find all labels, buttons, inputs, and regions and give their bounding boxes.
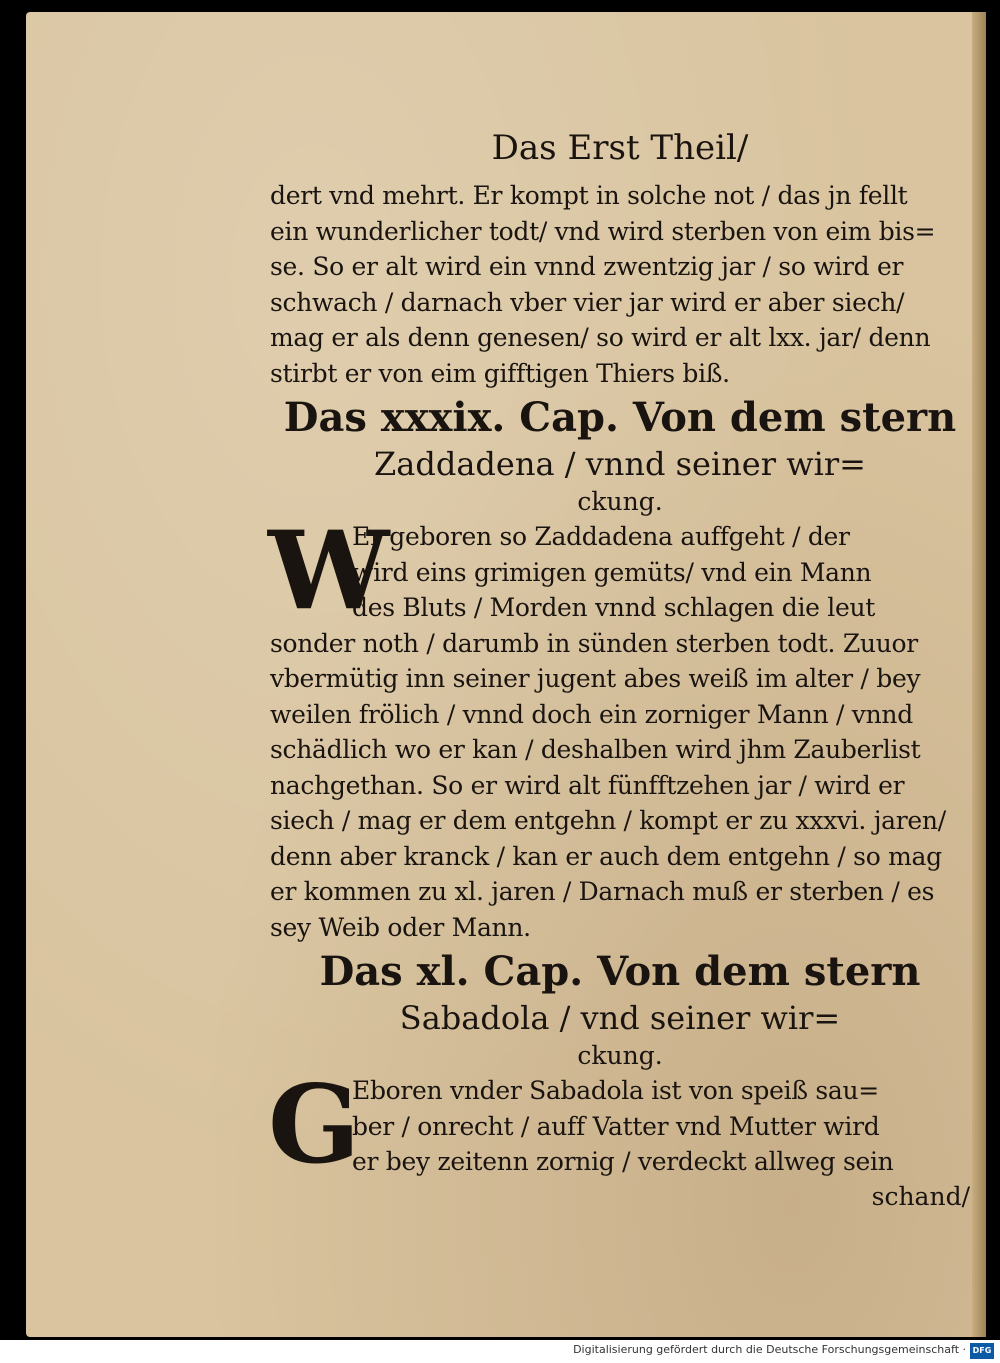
text-line: vbermütig inn seiner jugent abes weiß im alter / bey [270, 664, 921, 693]
decorated-initial: W [268, 508, 390, 634]
text-block [270, 124, 970, 1214]
text-line: nachgethan. So er wird alt fünfftzehen jar / wird er [270, 770, 905, 800]
text-line: Eboren vnder Sabadola ist von speiß sau= [352, 1076, 879, 1105]
text-line: stirbt er von eim gifftigen Thiers biß. [270, 358, 730, 388]
catchword: schand/ [871, 1181, 970, 1211]
chapter-heading: Das xxxix. Cap. Von dem stern [283, 394, 957, 441]
chapter-subheading: Sabadola / vnd seiner wir= [399, 999, 841, 1037]
text-line: schwach / darnach vber vier jar wird er aber siech/ [270, 287, 905, 317]
dfg-logo: DFG [970, 1343, 994, 1359]
text-line: wird eins grimigen gemüts/ vnd ein Mann [352, 557, 872, 587]
decorated-initial: G [268, 1062, 361, 1188]
chapter-heading: Das xl. Cap. Von dem stern [319, 948, 921, 995]
chapter-paragraph [268, 1062, 970, 1214]
intro-paragraph [270, 178, 970, 391]
text-line: siech / mag er dem entgehn / kompt er zu xxxvi. jaren/ [270, 806, 946, 835]
text-line: schädlich wo er kan / deshalben wird jhm Zauberlist [270, 735, 921, 764]
book-page [26, 12, 986, 1337]
text-line: mag er als denn genesen/ so wird er alt lxx. jar/ denn [270, 323, 931, 352]
text-line: Er geboren so Zaddadena auffgeht / der [352, 522, 850, 551]
footer-bar [0, 1340, 1000, 1363]
text-line: sey Weib oder Mann. [270, 912, 531, 942]
text-line: sonder noth / darumb in sünden sterben todt. Zuuor [270, 628, 918, 658]
chapter-subheading: Zaddadena / vnnd seiner wir= [374, 445, 866, 483]
text-line: se. So er alt wird ein vnnd zwentzig jar / so wird er [270, 252, 904, 281]
text-line: er kommen zu xl. jaren / Darnach muß er sterben / es [270, 877, 935, 906]
chapter-paragraph [268, 508, 970, 945]
page-edge [972, 12, 986, 1337]
text-line: ein wunderlicher todt/ vnd wird sterben von eim bis= [270, 216, 936, 246]
funding-note: Digitalisierung gefördert durch die Deutsche Forschungsgemeinschaft · [573, 1343, 966, 1356]
chapter-subheading-tail: ckung. [577, 1041, 663, 1070]
chapter-subheading-tail: ckung. [577, 487, 663, 516]
running-head: Das Erst Theil/ [491, 128, 749, 168]
text-line: dert vnd mehrt. Er kompt in solche not / das jn fellt [270, 181, 908, 210]
text-line: er bey zeitenn zornig / verdeckt allweg sein [352, 1147, 894, 1176]
text-line: ber / onrecht / auff Vatter vnd Mutter wird [352, 1111, 880, 1141]
text-line: denn aber kranck / kan er auch dem entgehn / so mag [270, 841, 942, 871]
text-line: des Bluts / Morden vnnd schlagen die leut [352, 593, 876, 622]
text-line: weilen frölich / vnnd doch ein zorniger Mann / vnnd [270, 699, 913, 729]
